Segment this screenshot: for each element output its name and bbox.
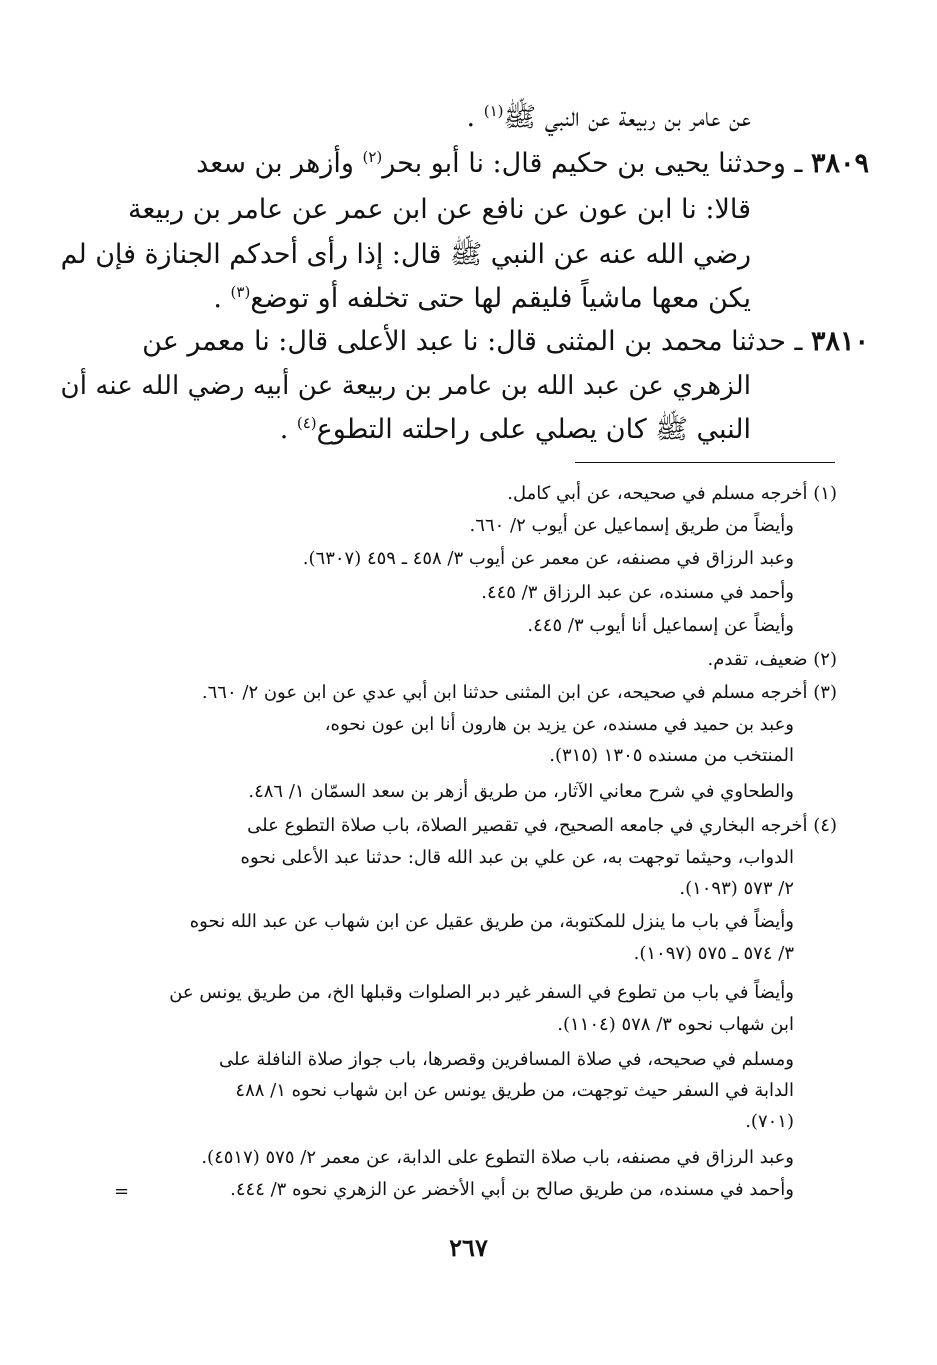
footnote-1-line-5: وأيضاً عن إسماعيل أنا أيوب ٣/ ٤٤٥.	[527, 615, 794, 636]
footnote-separator	[575, 462, 835, 463]
footnote-1-line-2: وأيضاً من طريق إسماعيل عن أيوب ٢/ ٦٦٠.	[469, 515, 794, 536]
footnote-4-line-8: ومسلم في صحيحه، في صلاة المسافرين وقصرها، باب جواز صلاة النافلة على	[219, 1049, 794, 1070]
hadith-3810-line-3: النبي ﷺ كان يصلي على راحلته التطوع$^{(٤)}$ .	[279, 414, 751, 445]
footnote-4-line-11: وعبد الرزاق في مصنفه، باب صلاة التطوع على الدابة، عن معمر ٢/ ٥٧٥ (٤٥١٧).	[201, 1147, 794, 1168]
hadith-3809-line-1: ٣٨٠٩ ـ وحدثنا يحيى بن حكيم قال: نا أبو بحر$^{(٢)}$ وأزهر بن سعد	[196, 148, 869, 179]
footnote-4-line-9: الدابة في السفر حيث توجهت، من طريق يونس عن ابن شهاب نحوه ١/ ٤٨٨	[235, 1080, 794, 1101]
hadith-3809-line-3: رضي الله عنه عن النبي ﷺ قال: إذا رأى أحدكم الجنازة فإن لم	[60, 239, 751, 270]
footnote-1-line-4: وأحمد في مسنده، عن عبد الرزاق ٣/ ٤٤٥.	[481, 582, 794, 603]
hadith-number-3810: ٣٨١٠	[810, 326, 869, 357]
footnote-3-line-2: وعبد بن حميد في مسنده، عن يزيد بن هارون أنا ابن عون نحوه،	[324, 714, 794, 735]
footnote-4-line-10: (٧٠١).	[745, 1111, 794, 1132]
footnote-4-line-2: الدواب، وحيثما توجهت به، عن علي بن عبد الله قال: حدثنا عبد الأعلى نحوه	[240, 847, 794, 868]
footnote-3-line-1: (٣) أخرجه مسلم في صحيحه، عن ابن المثنى حدثنا ابن أبي عدي عن ابن عون ٢/ ٦٦٠.	[201, 682, 837, 703]
footnote-3-line-3: المنتخب من مسنده ١٣٠٥ (٣١٥).	[549, 745, 794, 766]
footnote-4-line-1: (٤) أخرجه البخاري في جامعه الصحيح، في تقصير الصلاة، باب صلاة التطوع على	[247, 815, 837, 836]
hadith-number-3809: ٣٨٠٩	[810, 148, 869, 179]
footnote-3-line-4: والطحاوي في شرح معاني الآثار، من طريق أزهر بن سعد السمّان ١/ ٤٨٦.	[248, 781, 794, 802]
hadith-3809-line-4: يكن معها ماشياً فليقم لها حتى تخلفه أو توضع$^{(٣)}$ .	[213, 283, 751, 314]
footnote-4-line-12: وأحمد في مسنده، من طريق صالح بن أبي الأخضر عن الزهري نحوه ٣/ ٤٤٤.	[230, 1179, 794, 1200]
footnote-4-line-6: وأيضاً في باب من تطوع في السفر غير دبر الصلوات وقبلها الخ، من طريق يونس عن	[169, 982, 794, 1003]
hadith-3810-line-1: ٣٨١٠ ـ حدثنا محمد بن المثنى قال: نا عبد الأعلى قال: نا معمر عن	[142, 326, 869, 357]
footnote-4-line-5: ٣/ ٥٧٤ ـ ٥٧٥ (١٠٩٧).	[633, 943, 794, 964]
footnote-4-line-4: وأيضاً في باب ما ينزل للمكتوبة، من طريق عقيل عن ابن شهاب عن عبد الله نحوه	[189, 911, 794, 932]
footnote-4-line-3: ٢/ ٥٧٣ (١٠٩٣).	[679, 878, 794, 899]
main-line-1: عن عامر بن ربيعة عن النبي ﷺ$^{(١)}$ .	[466, 102, 751, 133]
footnote-1-line-1: (١) أخرجه مسلم في صحيحه، عن أبي كامل.	[507, 483, 837, 504]
page-number: ٢٦٧	[449, 1233, 488, 1262]
hadith-3810-line-2: الزهري عن عبد الله بن عامر بن ربيعة عن أبيه رضي الله عنه أن	[60, 371, 751, 401]
footnote-1-line-3: وعبد الرزاق في مصنفه، عن معمر عن أيوب ٣/ ٤٥٨ ـ ٤٥٩ (٦٣٠٧).	[302, 548, 794, 569]
continuation-mark: =	[114, 1181, 130, 1202]
hadith-3809-line-2: قالا: نا ابن عون عن نافع عن ابن عمر عن عامر بن ربيعة	[128, 194, 751, 225]
footnote-2-line-1: (٢) ضعيف، تقدم.	[707, 649, 837, 670]
footnote-4-line-7: ابن شهاب نحوه ٣/ ٥٧٨ (١١٠٤).	[557, 1014, 794, 1035]
